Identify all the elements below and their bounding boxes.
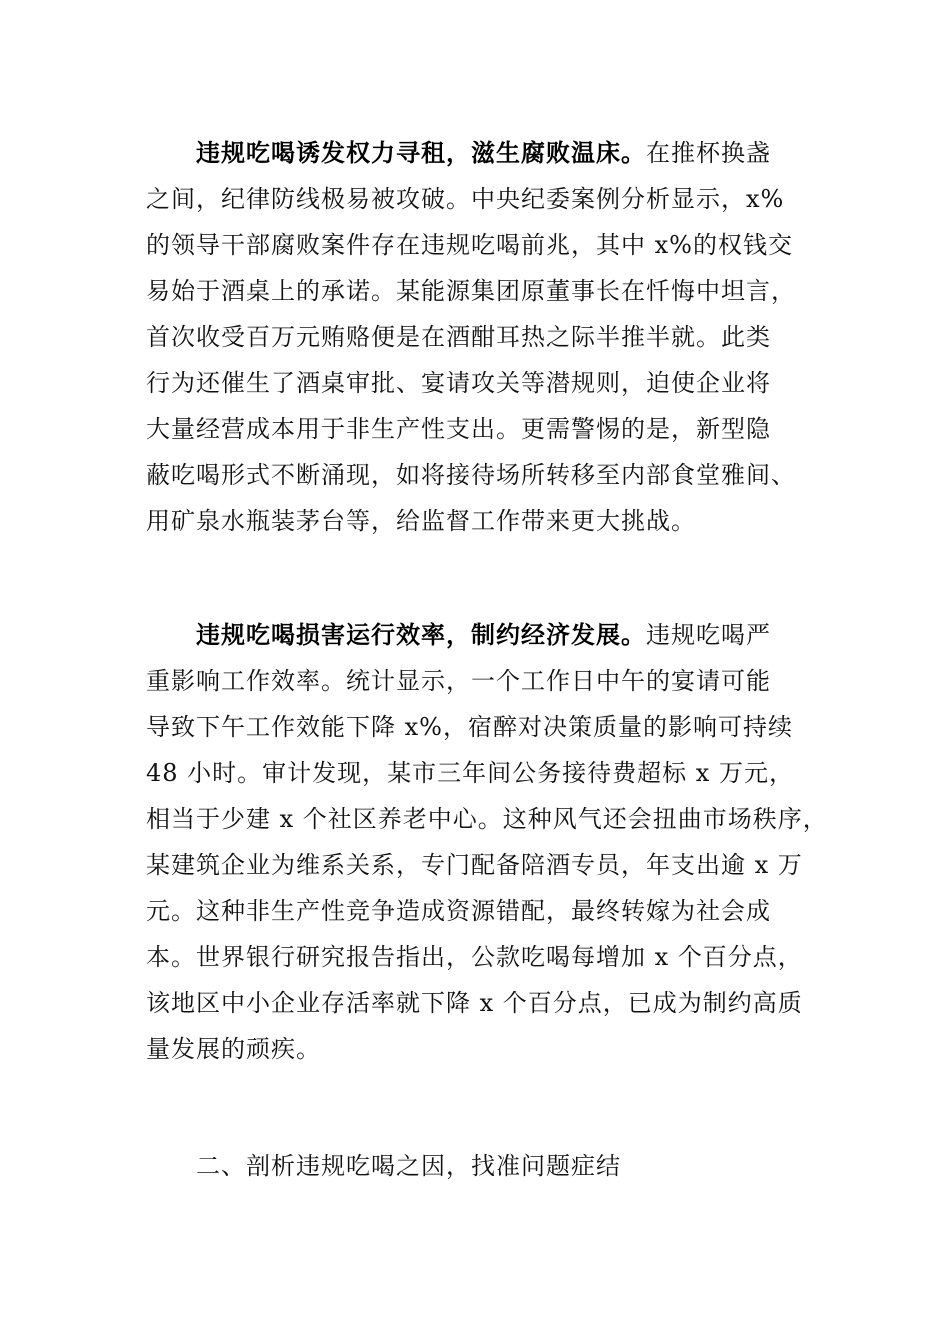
paragraph-text: 违规吃喝严 [646, 621, 771, 649]
paragraph-line: 48 小时。审计发现，某市三年间公务接待费超标 x 万元， [146, 759, 794, 787]
paragraph-line: 之间，纪律防线极易被攻破。中央纪委案例分析显示，x% [146, 185, 785, 213]
paragraph-line: 相当于少建 x 个社区养老中心。这种风气还会扭曲市场秩序， [146, 805, 828, 833]
section-heading: 二、剖析违规吃喝之因，找准问题症结 [196, 1152, 621, 1180]
paragraph-line: 首次收受百万元贿赂便是在酒酣耳热之际半推半就。此类 [146, 323, 771, 351]
paragraph-text: 在推杯换盏 [646, 139, 771, 167]
paragraph-line: 某建筑企业为维系关系，专门配备陪酒专员，年支出逾 x 万 [146, 851, 803, 879]
paragraph-line: 易始于酒桌上的承诺。某能源集团原董事长在忏悔中坦言， [146, 277, 796, 305]
paragraph-line: 该地区中小企业存活率就下降 x 个百分点，已成为制约高质 [146, 989, 803, 1017]
paragraph-line: 的领导干部腐败案件存在违规吃喝前兆，其中 x%的权钱交 [146, 231, 793, 259]
paragraph-line: 导致下午工作效能下降 x%，宿醉对决策质量的影响可持续 [146, 713, 793, 741]
paragraph-line: 元。这种非生产性竞争造成资源错配，最终转嫁为社会成 [146, 897, 771, 925]
paragraph-first-line [146, 612, 826, 658]
paragraph-line: 大量经营成本用于非生产性支出。更需警惕的是，新型隐 [146, 415, 771, 443]
paragraph-line: 本。世界银行研究报告指出，公款吃喝每增加 x 个百分点， [146, 943, 803, 971]
paragraph-lead-sentence: 违规吃喝损害运行效率，制约经济发展。 [196, 620, 646, 649]
paragraph-line: 蔽吃喝形式不断涌现，如将接待场所转移至内部食堂雅间、 [146, 461, 796, 489]
paragraph-line: 行为还催生了酒桌审批、宴请攻关等潜规则，迫使企业将 [146, 369, 771, 397]
paragraph-first-line [146, 130, 826, 176]
paragraph-efficiency-economy [146, 612, 826, 1072]
paragraph-lead-sentence: 违规吃喝诱发权力寻租，滋生腐败温床。 [196, 138, 646, 167]
paragraph-power-rent-seeking [146, 130, 826, 544]
paragraph-line: 用矿泉水瓶装茅台等，给监督工作带来更大挑战。 [146, 507, 696, 535]
paragraph-line: 量发展的顽疾。 [146, 1035, 321, 1063]
paragraph-line: 重影响工作效率。统计显示，一个工作日中午的宴请可能 [146, 667, 771, 695]
